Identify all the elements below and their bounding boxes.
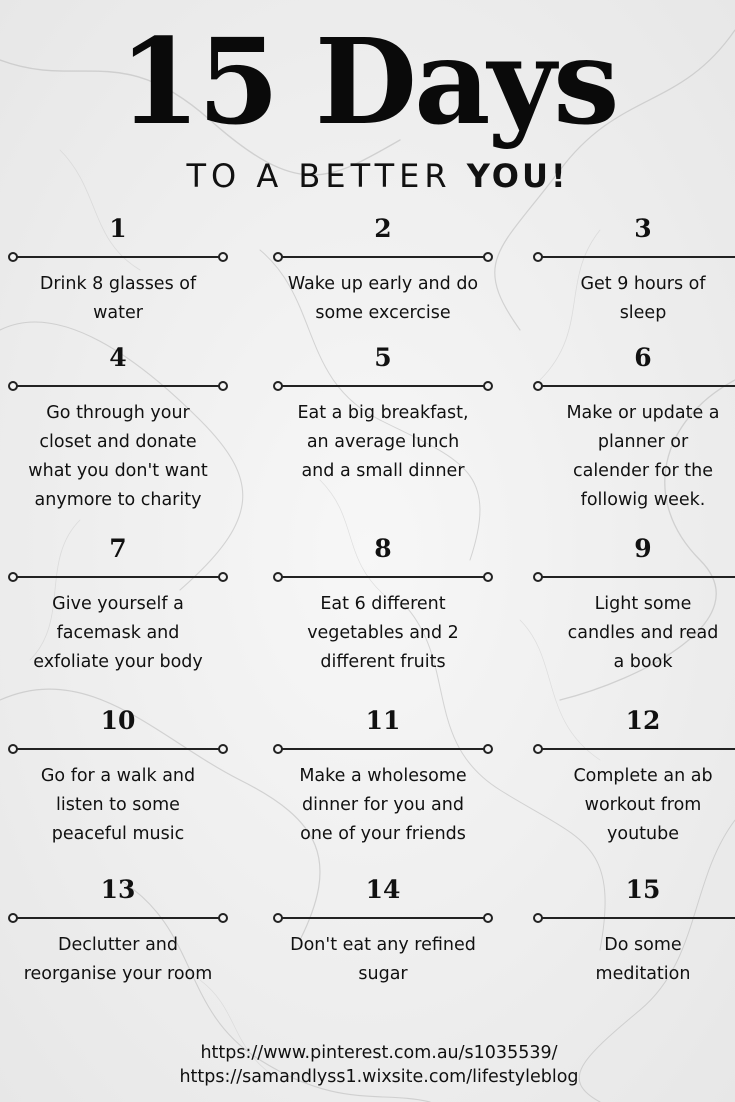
pinterest-link[interactable]: https://www.pinterest.com.au/s1035539/ [200, 1043, 558, 1063]
day-task: Eat 6 different vegetables and 2 different fruits [307, 594, 459, 672]
divider-line [533, 250, 735, 264]
day-number: 13 [100, 875, 136, 904]
day-task: Declutter and reorganise your room [23, 935, 213, 984]
day-number: 11 [365, 706, 401, 735]
divider-dot-icon [218, 913, 228, 923]
divider-line [8, 379, 228, 393]
day-task: Get 9 hours of sleep [580, 274, 706, 323]
divider-line [273, 570, 493, 584]
day-task: Eat a big breakfast, an average lunch and a small dinner [297, 403, 469, 481]
divider-line [8, 250, 228, 264]
day-task: Wake up early and do some excercise [287, 274, 479, 323]
day-card [533, 706, 735, 849]
divider-bar [541, 385, 735, 387]
page-subtitle [0, 156, 735, 196]
day-number: 5 [374, 343, 392, 372]
divider-dot-icon [218, 744, 228, 754]
day-number: 1 [109, 214, 127, 243]
divider-bar [16, 748, 220, 750]
day-number: 3 [634, 214, 652, 243]
divider-bar [16, 917, 220, 919]
divider-line [533, 911, 735, 925]
divider-line [8, 911, 228, 925]
day-card [8, 534, 228, 677]
day-number: 6 [634, 343, 652, 372]
divider-bar [16, 576, 220, 578]
divider-line [8, 570, 228, 584]
day-number: 14 [365, 875, 401, 904]
divider-dot-icon [483, 252, 493, 262]
day-number: 8 [374, 534, 392, 563]
day-task: Go through your closet and donate what you don't want anymore to charity [28, 403, 208, 510]
divider-bar [281, 385, 485, 387]
day-card [533, 343, 735, 515]
day-card [273, 343, 493, 486]
divider-line [533, 570, 735, 584]
day-card [273, 706, 493, 849]
page-title: 15 Days [118, 12, 617, 151]
day-task: Do some meditation [595, 935, 691, 984]
day-card [8, 875, 228, 989]
footer-links [0, 1041, 735, 1089]
day-task: Make a wholesome dinner for you and one of your friends [299, 766, 467, 844]
day-number: 12 [625, 706, 661, 735]
day-task: Drink 8 glasses of water [39, 274, 197, 323]
divider-bar [541, 748, 735, 750]
divider-bar [281, 576, 485, 578]
day-number: 15 [625, 875, 661, 904]
day-task: Give yourself a facemask and exfoliate your body [33, 594, 203, 672]
day-card [273, 214, 493, 328]
day-card [533, 214, 735, 328]
divider-line [8, 742, 228, 756]
day-card [273, 534, 493, 677]
day-card [8, 706, 228, 849]
divider-dot-icon [218, 252, 228, 262]
day-task: Complete an ab workout from youtube [573, 766, 713, 844]
blog-link[interactable]: https://samandlyss1.wixsite.com/lifestyleblog [179, 1067, 579, 1087]
divider-bar [281, 256, 485, 258]
day-task: Light some candles and read a book [567, 594, 719, 672]
divider-line [273, 911, 493, 925]
day-number: 10 [100, 706, 136, 735]
divider-bar [16, 385, 220, 387]
divider-bar [541, 917, 735, 919]
day-card [273, 875, 493, 989]
day-number: 7 [109, 534, 127, 563]
divider-dot-icon [483, 744, 493, 754]
subtitle-prefix: TO A BETTER [186, 157, 467, 195]
day-task: Make or update a planner or calender for the followig week. [566, 403, 720, 510]
divider-line [533, 379, 735, 393]
divider-dot-icon [483, 572, 493, 582]
divider-line [273, 379, 493, 393]
day-card [8, 343, 228, 515]
day-number: 9 [634, 534, 652, 563]
day-task: Go for a walk and listen to some peaceful music [40, 766, 196, 844]
divider-line [273, 250, 493, 264]
divider-dot-icon [218, 572, 228, 582]
divider-line [273, 742, 493, 756]
divider-dot-icon [483, 913, 493, 923]
divider-dot-icon [218, 381, 228, 391]
divider-bar [541, 256, 735, 258]
divider-bar [16, 256, 220, 258]
divider-bar [541, 576, 735, 578]
day-number: 4 [109, 343, 127, 372]
divider-line [533, 742, 735, 756]
day-card [8, 214, 228, 328]
day-number: 2 [374, 214, 392, 243]
subtitle-emphasis: YOU! [466, 157, 569, 195]
day-card [533, 875, 735, 989]
divider-dot-icon [483, 381, 493, 391]
divider-bar [281, 917, 485, 919]
divider-bar [281, 748, 485, 750]
day-task: Don't eat any refined sugar [290, 935, 476, 984]
day-card [533, 534, 735, 677]
